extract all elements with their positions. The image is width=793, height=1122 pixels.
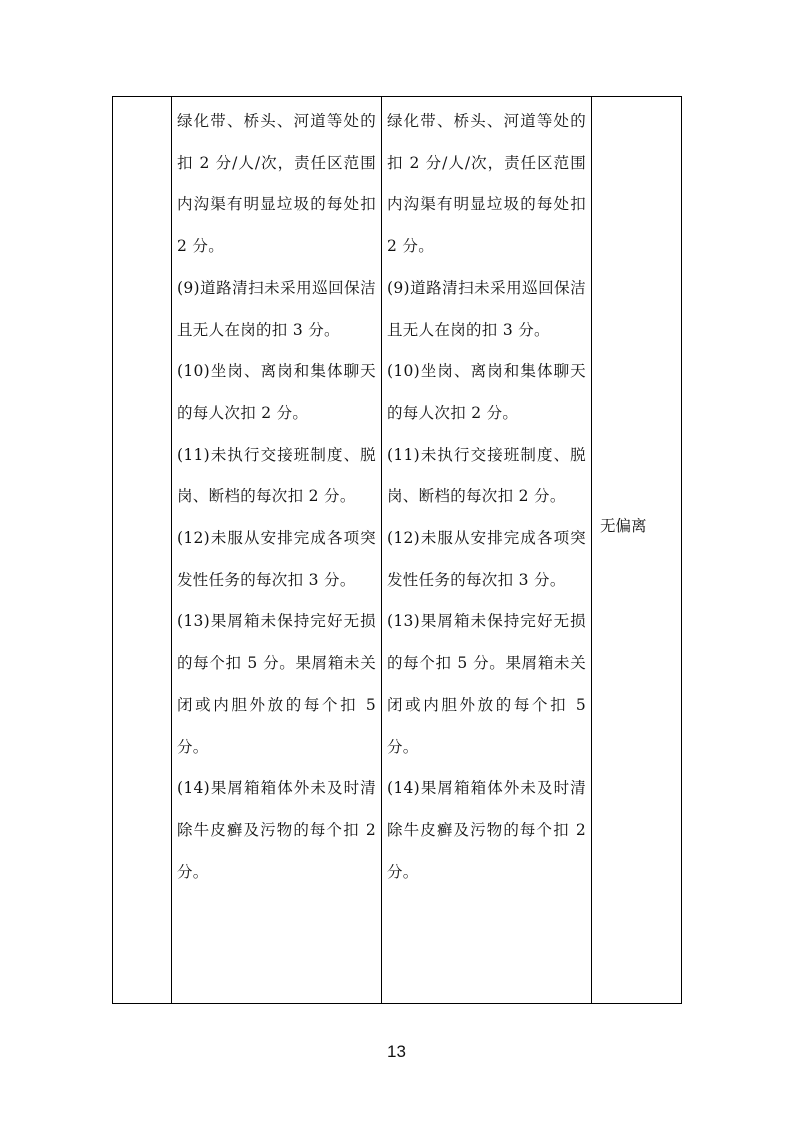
response-paragraph: (14)果屑箱箱体外未及时清除牛皮癣及污物的每个扣 2 分。	[387, 779, 586, 881]
requirement-paragraph: (14)果屑箱箱体外未及时清除牛皮癣及污物的每个扣 2 分。	[177, 779, 376, 881]
requirement-paragraph: (13)果屑箱未保持完好无损的每个扣 5 分。果屑箱未关闭或内胆外放的每个扣 5 分。	[177, 612, 376, 756]
page-number: 13	[387, 1042, 406, 1061]
deviation-result: 无偏离	[600, 517, 647, 535]
response-paragraph: (11)未执行交接班制度、脱岗、断档的每次扣 2 分。	[387, 445, 586, 506]
response-cell	[382, 97, 592, 1004]
response-text	[382, 97, 591, 1003]
requirement-paragraph: (11)未执行交接班制度、脱岗、断档的每次扣 2 分。	[177, 445, 376, 506]
requirement-text	[172, 97, 381, 1003]
response-paragraph: (13)果屑箱未保持完好无损的每个扣 5 分。果屑箱未关闭或内胆外放的每个扣 5 分。	[387, 612, 586, 756]
evaluation-table	[112, 96, 682, 1004]
requirement-paragraph: (10)坐岗、离岗和集体聊天的每人次扣 2 分。	[177, 362, 376, 422]
row-label-cell	[113, 97, 172, 1004]
response-paragraph: (10)坐岗、离岗和集体聊天的每人次扣 2 分。	[387, 362, 586, 422]
deviation-cell	[592, 97, 682, 1004]
response-paragraph: (9)道路清扫未采用巡回保洁且无人在岗的扣 3 分。	[387, 278, 586, 339]
response-paragraph: (12)未服从安排完成各项突发性任务的每次扣 3 分。	[387, 529, 586, 589]
requirement-cell	[172, 97, 382, 1004]
table-row	[113, 97, 682, 1004]
requirement-paragraph: 绿化带、桥头、河道等处的扣 2 分/人/次，责任区范围内沟渠有明显垃圾的每处扣 2 分。	[177, 112, 376, 256]
requirement-paragraph: (12)未服从安排完成各项突发性任务的每次扣 3 分。	[177, 529, 376, 589]
response-paragraph: 绿化带、桥头、河道等处的扣 2 分/人/次，责任区范围内沟渠有明显垃圾的每处扣 2 分。	[387, 112, 586, 256]
requirement-paragraph: (9)道路清扫未采用巡回保洁且无人在岗的扣 3 分。	[177, 278, 376, 339]
